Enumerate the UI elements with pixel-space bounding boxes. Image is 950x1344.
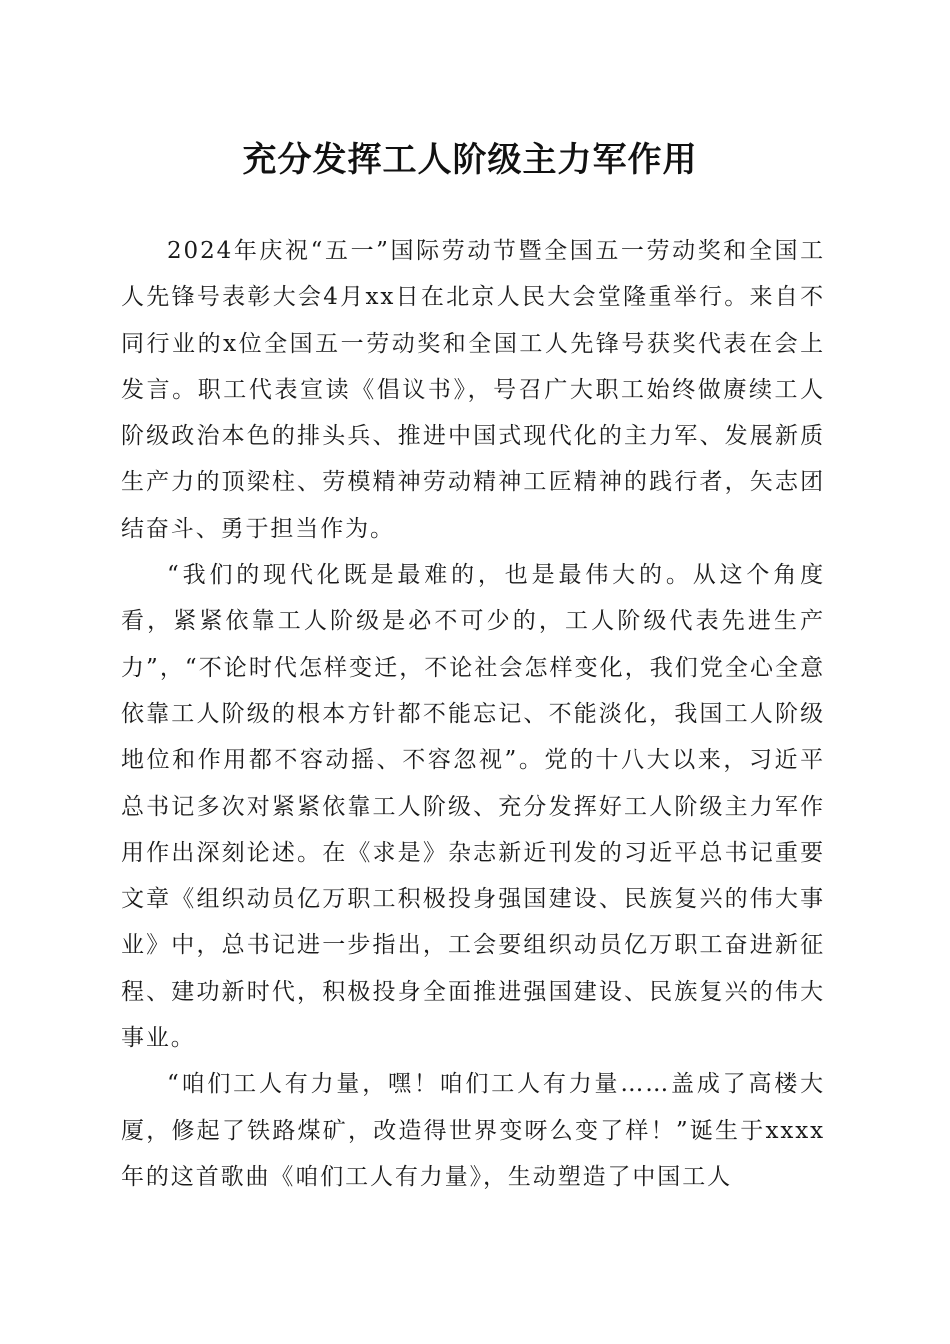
document-title: 充分发挥工人阶级主力军作用 [242,140,698,180]
paragraph-2: “我们的现代化既是最难的，也是最伟大的。从这个角度看，紧紧依靠工人阶级是必不可少的，工人阶级代表先进生产力”，“不论时代怎样变迁，不论社会怎样变化，我们党全心全意依靠工人阶级的根本方针都不能忘记、不能淡化，我国工人阶级地位和作用都不容动摇、不容忽视”。党的十八大以来，习近平总书记多次对紧紧依靠工人阶级、充分发挥好工人阶级主力军作用作出深刻论述。在《求是》杂志新近刊发的习近平总书记重要文章《组织动员亿万职工积极投身强国建设、民族复兴的伟大事业》中，总书记进一步指出，工会要组织动员亿万职工奋进新征程、建功新时代，积极投身全面推进强国建设、民族复兴的伟大事业。 [121,562,825,1052]
document-body [121,228,825,1200]
paragraph-3: “咱们工人有力量，嘿！咱们工人有力量……盖成了高楼大厦，修起了铁路煤矿，改造得世界变呀么变了样！”诞生于xxxx年的这首歌曲《咱们工人有力量》，生动塑造了中国工人 [121,1071,825,1190]
paragraph-1: 2024年庆祝“五一”国际劳动节暨全国五一劳动奖和全国工人先锋号表彰大会4月xx日在北京人民大会堂隆重举行。来自不同行业的x位全国五一劳动奖和全国工人先锋号获奖代表在会上发言。职工代表宣读《倡议书》，号召广大职工始终做赓续工人阶级政治本色的排头兵、推进中国式现代化的主力军、发展新质生产力的顶梁柱、劳模精神劳动精神工匠精神的践行者，矢志团结奋斗、勇于担当作为。 [121,238,825,542]
